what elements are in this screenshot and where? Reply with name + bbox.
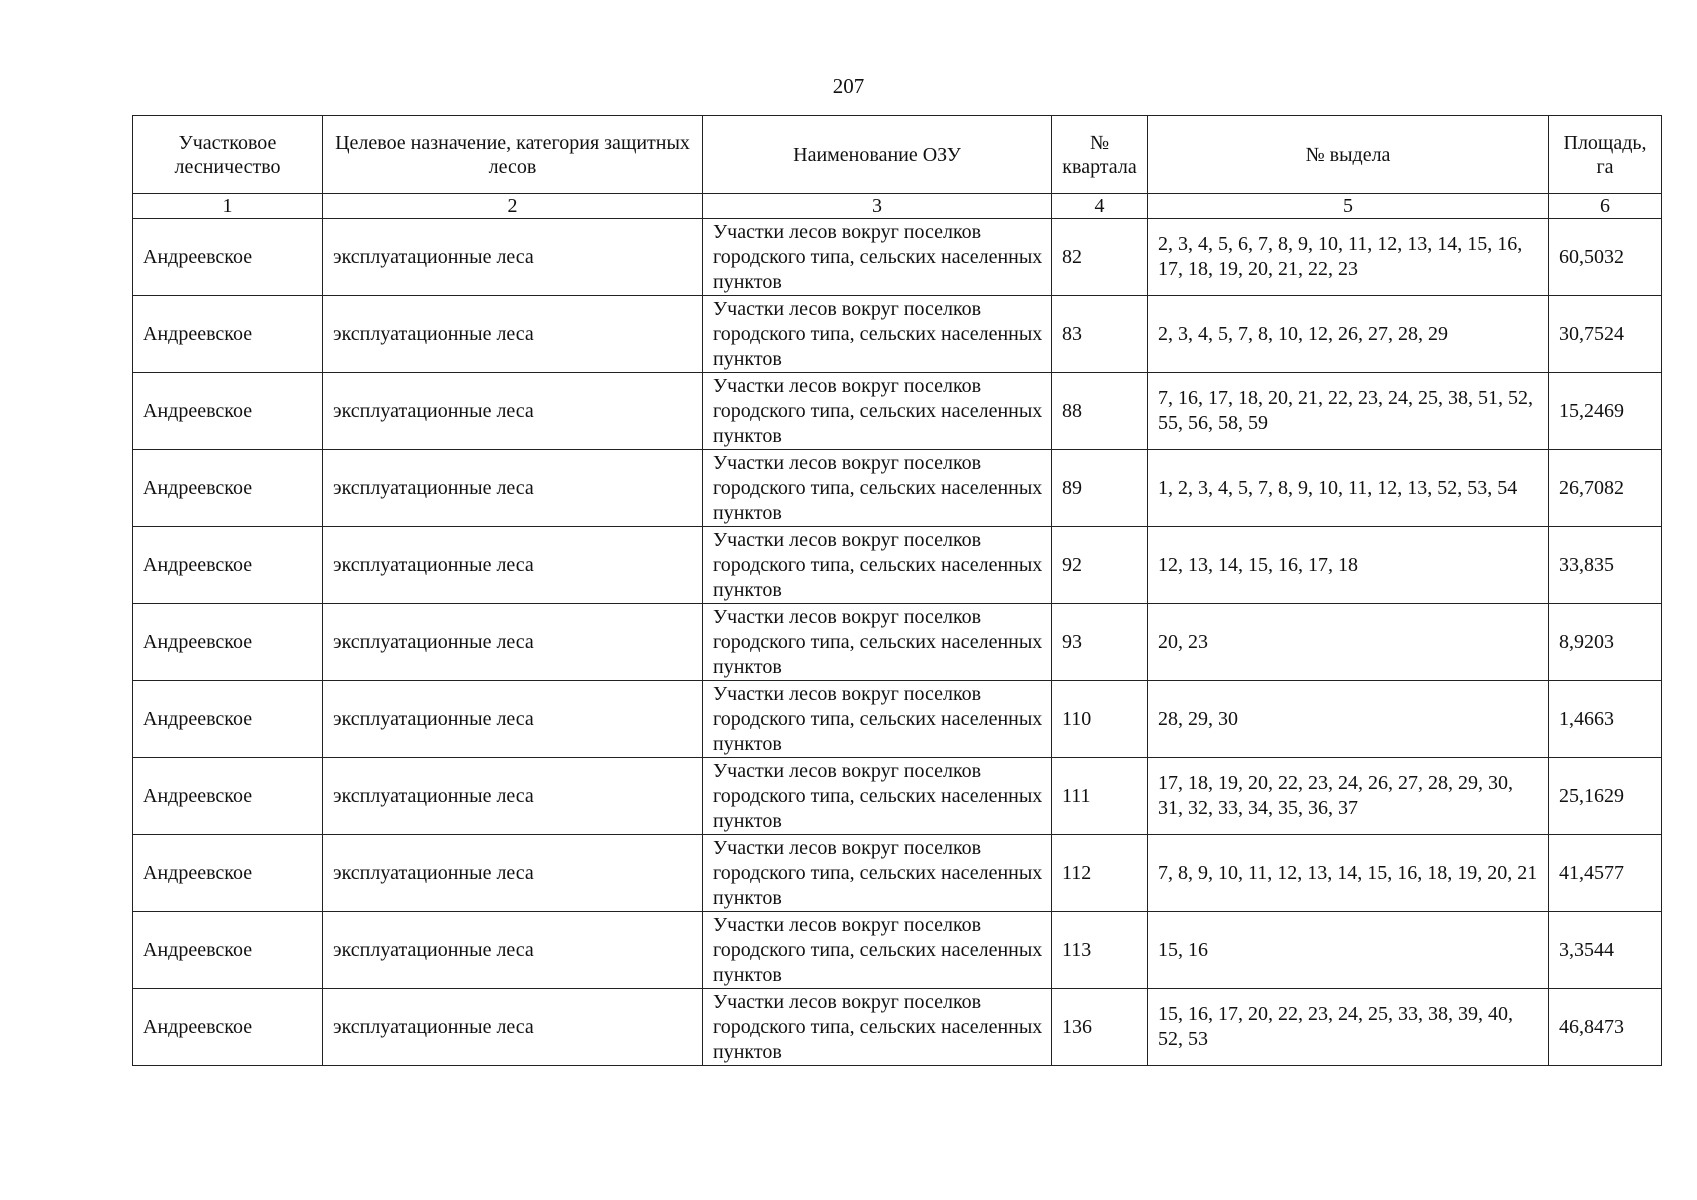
cell-purpose: эксплуатационные леса (323, 989, 703, 1066)
column-number: 4 (1052, 194, 1148, 219)
cell-forestry: Андреевское (133, 219, 323, 296)
column-number: 2 (323, 194, 703, 219)
table-row (133, 681, 1662, 758)
table-row (133, 835, 1662, 912)
cell-forestry: Андреевское (133, 527, 323, 604)
table-header-row (133, 116, 1662, 194)
table-row (133, 989, 1662, 1066)
cell-area: 60,5032 (1549, 219, 1662, 296)
table-row (133, 758, 1662, 835)
cell-purpose: эксплуатационные леса (323, 681, 703, 758)
header-purpose: Целевое назначение, категория защитных лесов (323, 116, 703, 194)
table-row (133, 450, 1662, 527)
header-forestry: Участковое лесничество (133, 116, 323, 194)
cell-quarter: 110 (1052, 681, 1148, 758)
page-number: 207 (832, 74, 865, 98)
cell-ozu-name: Участки лесов вокруг поселков городского типа, сельских населенных пунктов (703, 296, 1052, 373)
column-number-row (133, 194, 1662, 219)
cell-purpose: эксплуатационные леса (323, 373, 703, 450)
column-number: 6 (1549, 194, 1662, 219)
cell-forestry: Андреевское (133, 450, 323, 527)
cell-quarter: 89 (1052, 450, 1148, 527)
cell-quarter: 112 (1052, 835, 1148, 912)
cell-plots: 7, 16, 17, 18, 20, 21, 22, 23, 24, 25, 38, 51, 52, 55, 56, 58, 59 (1148, 373, 1549, 450)
header-quarter: № квартала (1052, 116, 1148, 194)
cell-ozu-name: Участки лесов вокруг поселков городского типа, сельских населенных пунктов (703, 219, 1052, 296)
cell-ozu-name: Участки лесов вокруг поселков городского типа, сельских населенных пунктов (703, 527, 1052, 604)
cell-area: 15,2469 (1549, 373, 1662, 450)
cell-purpose: эксплуатационные леса (323, 527, 703, 604)
cell-forestry: Андреевское (133, 912, 323, 989)
cell-quarter: 113 (1052, 912, 1148, 989)
table-body (133, 219, 1662, 1066)
column-number: 3 (703, 194, 1052, 219)
cell-plots: 1, 2, 3, 4, 5, 7, 8, 9, 10, 11, 12, 13, 52, 53, 54 (1148, 450, 1549, 527)
cell-ozu-name: Участки лесов вокруг поселков городского типа, сельских населенных пунктов (703, 450, 1052, 527)
table-row (133, 604, 1662, 681)
cell-plots: 17, 18, 19, 20, 22, 23, 24, 26, 27, 28, 29, 30, 31, 32, 33, 34, 35, 36, 37 (1148, 758, 1549, 835)
cell-ozu-name: Участки лесов вокруг поселков городского типа, сельских населенных пунктов (703, 912, 1052, 989)
table-row (133, 912, 1662, 989)
cell-area: 25,1629 (1549, 758, 1662, 835)
cell-plots: 2, 3, 4, 5, 7, 8, 10, 12, 26, 27, 28, 29 (1148, 296, 1549, 373)
table-row (133, 219, 1662, 296)
cell-quarter: 92 (1052, 527, 1148, 604)
cell-ozu-name: Участки лесов вокруг поселков городского типа, сельских населенных пунктов (703, 989, 1052, 1066)
cell-area: 41,4577 (1549, 835, 1662, 912)
cell-ozu-name: Участки лесов вокруг поселков городского типа, сельских населенных пунктов (703, 758, 1052, 835)
cell-quarter: 83 (1052, 296, 1148, 373)
cell-ozu-name: Участки лесов вокруг поселков городского типа, сельских населенных пунктов (703, 373, 1052, 450)
cell-quarter: 111 (1052, 758, 1148, 835)
table-row (133, 296, 1662, 373)
header-ozu-name: Наименование ОЗУ (703, 116, 1052, 194)
cell-plots: 28, 29, 30 (1148, 681, 1549, 758)
cell-forestry: Андреевское (133, 604, 323, 681)
forest-plots-table (132, 115, 1662, 1066)
table-row (133, 373, 1662, 450)
cell-forestry: Андреевское (133, 681, 323, 758)
cell-plots: 15, 16 (1148, 912, 1549, 989)
column-number: 1 (133, 194, 323, 219)
cell-area: 33,835 (1549, 527, 1662, 604)
cell-area: 30,7524 (1549, 296, 1662, 373)
cell-quarter: 136 (1052, 989, 1148, 1066)
cell-forestry: Андреевское (133, 296, 323, 373)
cell-quarter: 93 (1052, 604, 1148, 681)
cell-plots: 20, 23 (1148, 604, 1549, 681)
cell-purpose: эксплуатационные леса (323, 450, 703, 527)
cell-plots: 2, 3, 4, 5, 6, 7, 8, 9, 10, 11, 12, 13, 14, 15, 16, 17, 18, 19, 20, 21, 22, 23 (1148, 219, 1549, 296)
cell-forestry: Андреевское (133, 989, 323, 1066)
cell-purpose: эксплуатационные леса (323, 758, 703, 835)
cell-area: 1,4663 (1549, 681, 1662, 758)
cell-purpose: эксплуатационные леса (323, 912, 703, 989)
cell-purpose: эксплуатационные леса (323, 296, 703, 373)
cell-purpose: эксплуатационные леса (323, 604, 703, 681)
cell-forestry: Андреевское (133, 373, 323, 450)
cell-forestry: Андреевское (133, 758, 323, 835)
table-row (133, 527, 1662, 604)
cell-purpose: эксплуатационные леса (323, 219, 703, 296)
cell-ozu-name: Участки лесов вокруг поселков городского типа, сельских населенных пунктов (703, 681, 1052, 758)
cell-plots: 15, 16, 17, 20, 22, 23, 24, 25, 33, 38, 39, 40, 52, 53 (1148, 989, 1549, 1066)
cell-area: 46,8473 (1549, 989, 1662, 1066)
header-area: Площадь, га (1549, 116, 1662, 194)
cell-area: 26,7082 (1549, 450, 1662, 527)
cell-area: 3,3544 (1549, 912, 1662, 989)
cell-area: 8,9203 (1549, 604, 1662, 681)
cell-quarter: 88 (1052, 373, 1148, 450)
cell-ozu-name: Участки лесов вокруг поселков городского типа, сельских населенных пунктов (703, 604, 1052, 681)
header-plots: № выдела (1148, 116, 1549, 194)
cell-ozu-name: Участки лесов вокруг поселков городского типа, сельских населенных пунктов (703, 835, 1052, 912)
cell-purpose: эксплуатационные леса (323, 835, 703, 912)
cell-plots: 7, 8, 9, 10, 11, 12, 13, 14, 15, 16, 18, 19, 20, 21 (1148, 835, 1549, 912)
cell-quarter: 82 (1052, 219, 1148, 296)
cell-forestry: Андреевское (133, 835, 323, 912)
cell-plots: 12, 13, 14, 15, 16, 17, 18 (1148, 527, 1549, 604)
column-number: 5 (1148, 194, 1549, 219)
